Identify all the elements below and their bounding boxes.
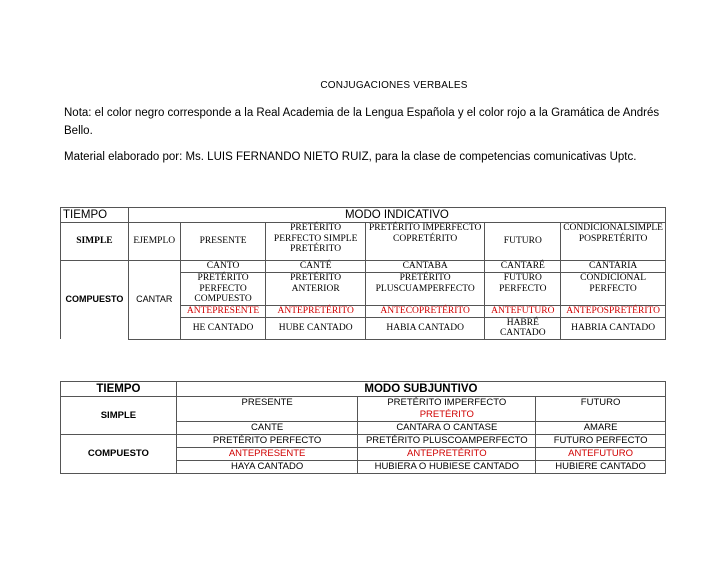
- compound-tense-name: FUTURO PERFECTO: [536, 435, 666, 448]
- simple-form: CANTÉ: [266, 261, 365, 273]
- tense-names-row: [61, 223, 666, 261]
- compound-form: HUBIERA O HUBIESE CANTADO: [358, 461, 536, 474]
- subjuntivo-table: [60, 381, 666, 474]
- compound-form: HAYA CANTADO: [176, 461, 358, 474]
- compound-form: HABRÉ CANTADO: [485, 317, 561, 339]
- indicativo-table: [60, 207, 666, 340]
- simple-form: AMARE: [536, 422, 666, 435]
- note-paragraph: Nota: el color negro corresponde a la Real Academia de la Lengua Española y el color rojo a la Gramática de Andrés Bello.: [64, 107, 660, 137]
- table-header-row: [61, 208, 666, 223]
- bello-tense-name: ANTECOPRETÉRITO: [365, 305, 485, 317]
- tense-header: CONDICIONALSIMPLE POSPRETÉRITO: [561, 223, 666, 261]
- tense-header: PRETÉRITO PERFECTO SIMPLE PRETÉRITO: [266, 223, 365, 261]
- compound-tense-name: PRETÉRITO ANTERIOR: [266, 273, 365, 306]
- bello-tense-name: ANTEFUTURO: [536, 448, 666, 461]
- modo-indicativo-header: MODO INDICATIVO: [128, 208, 665, 223]
- simple-forms-row: [61, 261, 666, 273]
- compound-tense-name: PRETÉRITO PERFECTO COMPUESTO: [180, 273, 266, 306]
- simple-form: CANTO: [180, 261, 266, 273]
- compound-form: HUBE CANTADO: [266, 317, 365, 339]
- tense-header: PRETÉRITO IMPERFECTO COPRETÉRITO: [365, 223, 485, 261]
- compound-form: HABRIA CANTADO: [561, 317, 666, 339]
- simple-form: CANTARA O CANTASE: [358, 422, 536, 435]
- compound-form: HABIA CANTADO: [365, 317, 485, 339]
- bello-tense-name: ANTEFUTURO: [485, 305, 561, 317]
- simple-label: SIMPLE: [61, 223, 129, 261]
- compound-form: HE CANTADO: [180, 317, 266, 339]
- simple-form: CANTARIA: [561, 261, 666, 273]
- compuesto-label: COMPUESTO: [65, 294, 124, 305]
- tense-header: FUTURO: [485, 223, 561, 261]
- tense-header: PRESENTE: [176, 397, 358, 422]
- compuesto-label: COMPUESTO: [61, 435, 177, 474]
- compound-form: HUBIERE CANTADO: [536, 461, 666, 474]
- modo-subjuntivo-header: MODO SUBJUNTIVO: [176, 382, 665, 397]
- compound-tense-name: PRETÉRITO PLUSCUAMPERFECTO: [365, 273, 485, 306]
- bello-tense-name: ANTEPRETÉRITO: [358, 448, 536, 461]
- tense-header: PRESENTE: [180, 223, 266, 261]
- simple-form: CANTABA: [365, 261, 485, 273]
- cantar-cell: [128, 261, 180, 340]
- tiempo-header: TIEMPO: [61, 208, 129, 223]
- compound-tense-name: PRETÉRITO PLUSCOAMPERFECTO: [358, 435, 536, 448]
- tiempo-header: TIEMPO: [61, 382, 177, 397]
- tense-header: FUTURO: [536, 397, 666, 422]
- compound-headers-row: [61, 435, 666, 448]
- simple-headers-row: [61, 397, 666, 422]
- tense-header: PRETÉRITO IMPERFECTO: [387, 397, 507, 408]
- bello-tense-name: PRETÉRITO: [419, 409, 474, 420]
- cantar-label: CANTAR: [136, 294, 173, 304]
- document-title: CONJUGACIONES VERBALES: [320, 80, 468, 91]
- bello-tense-name: ANTEPOSPRETÉRITO: [561, 305, 666, 317]
- simple-label: SIMPLE: [61, 397, 177, 435]
- ejemplo-label: EJEMPLO: [128, 223, 180, 261]
- compound-tense-name: CONDICIONAL PERFECTO: [561, 273, 666, 306]
- tense-header-cell: [358, 397, 536, 422]
- simple-form: CANTE: [176, 422, 358, 435]
- bello-tense-name: ANTEPRESENTE: [176, 448, 358, 461]
- compound-tense-name: FUTURO PERFECTO: [485, 273, 561, 306]
- bello-tense-name: ANTEPRETÉRITO: [266, 305, 365, 317]
- compound-tense-name: PRETÉRITO PERFECTO: [176, 435, 358, 448]
- simple-form: CANTARÉ: [485, 261, 561, 273]
- bello-tense-name: ANTEPRESENTE: [180, 305, 266, 317]
- table-header-row: [61, 382, 666, 397]
- credit-paragraph: Material elaborado por: Ms. LUIS FERNANDO NIETO RUIZ, para la clase de competencias comunicativas Uptc.: [64, 151, 637, 163]
- compuesto-cell: [61, 261, 129, 340]
